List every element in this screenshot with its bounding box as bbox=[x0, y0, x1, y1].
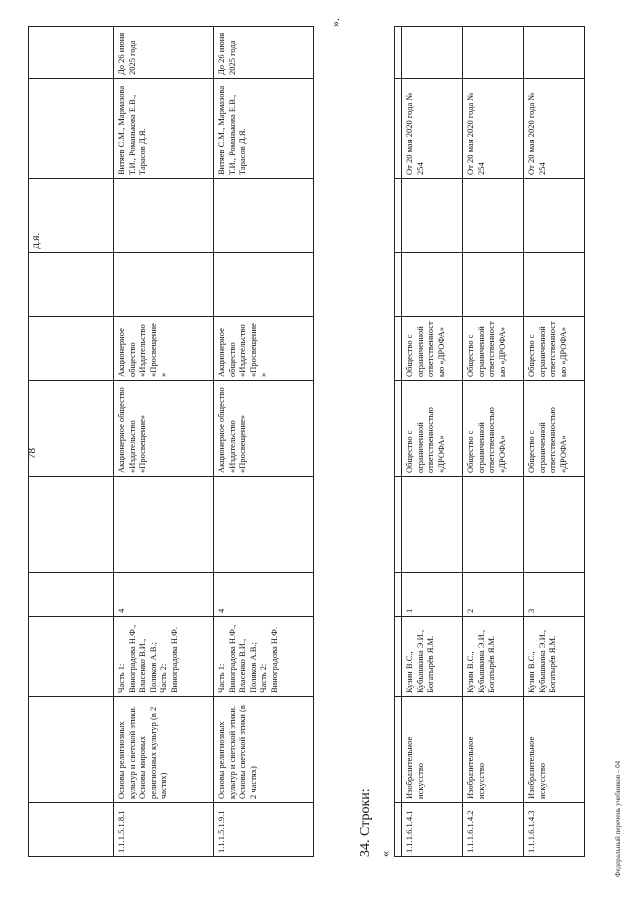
opening-quote: « bbox=[378, 851, 392, 857]
publisher-cell: Акционерное общество «Издательство «Просвещение» bbox=[114, 381, 214, 477]
deadline-cell: До 26 июня 2025 года bbox=[214, 27, 314, 79]
table-row bbox=[524, 27, 585, 857]
grade-cell: 2 bbox=[463, 573, 524, 617]
publisher-full-cell: Акционерное общество «Издательство «Просвещение» bbox=[214, 317, 314, 381]
title-cell: Изобразительное искусство bbox=[402, 697, 463, 803]
authors-cell: Кузин В.С., Кубышкина Э.И., Богатырёв Я.М. bbox=[402, 617, 463, 697]
publisher-cell: Общество с ограниченной ответственностью «ДРОФА» bbox=[463, 381, 524, 477]
table-row bbox=[395, 27, 402, 857]
authors-cell: Часть 1: Виноградова Н.Ф., Власенко В.И., Поляков А.В.; Часть 2: Виноградова Н.Ф. bbox=[214, 617, 314, 697]
title-cell: Основы религиозных культур и светской этики. Основы мировых религиозных культур (в 2 частях) bbox=[114, 697, 214, 803]
publisher-full-cell: Общество с ограниченной ответственностью «ДРОФА» bbox=[402, 317, 463, 381]
deadline-cell: До 26 июня 2025 года bbox=[114, 27, 214, 79]
order-cell: От 20 мая 2020 года № 254 bbox=[463, 79, 524, 179]
page-number: 78 bbox=[26, 448, 38, 459]
publisher-cell: Общество с ограниченной ответственностью «ДРОФА» bbox=[402, 381, 463, 477]
publisher-full-cell: Акционерное общество «Издательство «Просвещение» bbox=[114, 317, 214, 381]
section-heading: 34. Строки: bbox=[358, 788, 373, 857]
publisher-cell: Общество с ограниченной ответственностью «ДРОФА» bbox=[524, 381, 585, 477]
authors2-cell: Витяев С.М., Мармазова Т.И., Романькова Е.В., Тарасов Д.Я. bbox=[114, 79, 214, 179]
order-cell: От 20 мая 2020 года № 254 bbox=[402, 79, 463, 179]
code-cell: 1.1.1.6.1.4.2 bbox=[463, 803, 524, 857]
title-cell: Основы религиозных культур и светской этики. Основы светской этики (в 2 частях) bbox=[214, 697, 314, 803]
authors-cell: Кузин В.С., Кубышкина Э.И., Богатырёв Я.М. bbox=[524, 617, 585, 697]
title-cell: Изобразительное искусство bbox=[463, 697, 524, 803]
table-row bbox=[463, 27, 524, 857]
curriculum-table-top bbox=[28, 27, 310, 857]
grade-cell: 4 bbox=[114, 573, 214, 617]
table-row bbox=[402, 27, 463, 857]
textbook-table bbox=[394, 26, 585, 857]
curriculum-table-bottom bbox=[394, 27, 590, 857]
table-row bbox=[214, 27, 314, 857]
table-row bbox=[29, 27, 114, 857]
publisher-cell: Акционерное общество «Издательство «Просвещение» bbox=[214, 381, 314, 477]
publisher-full-cell: Общество с ограниченной ответственностью «ДРОФА» bbox=[524, 317, 585, 381]
code-cell: 1.1.1.6.1.4.3 bbox=[524, 803, 585, 857]
title-cell: Изобразительное искусство bbox=[524, 697, 585, 803]
authors-cell: Часть 1: Виноградова Н.Ф., Власенко В.И., Поляков А.В.; Часть 2: Виноградова Н.Ф. bbox=[114, 617, 214, 697]
grade-cell: 1 bbox=[402, 573, 463, 617]
code-cell: 1.1.1.6.1.4.1 bbox=[402, 803, 463, 857]
code-cell: 1.1.1.5.1.8.1 bbox=[114, 803, 214, 857]
authors-tail-cell: Д.Я. bbox=[29, 179, 114, 253]
table-row bbox=[114, 27, 214, 857]
textbook-table bbox=[28, 26, 314, 857]
grade-cell: 3 bbox=[524, 573, 585, 617]
code-cell: 1.1.1.5.1.9.1 bbox=[214, 803, 314, 857]
authors-cell: Кузин В.С., Кубышкина Э.И., Богатырёв Я.М. bbox=[463, 617, 524, 697]
publisher-full-cell: Общество с ограниченной ответственностью «ДРОФА» bbox=[463, 317, 524, 381]
closing-quote: ». bbox=[328, 18, 342, 27]
order-cell: От 20 мая 2020 года № 254 bbox=[524, 79, 585, 179]
grade-cell: 4 bbox=[214, 573, 314, 617]
authors2-cell: Витяев С.М., Мармазова Т.И., Романькова Е.В., Тарасов Д.Я. bbox=[214, 79, 314, 179]
footer-text: Федеральный перечень учебников – 04 bbox=[614, 760, 622, 877]
